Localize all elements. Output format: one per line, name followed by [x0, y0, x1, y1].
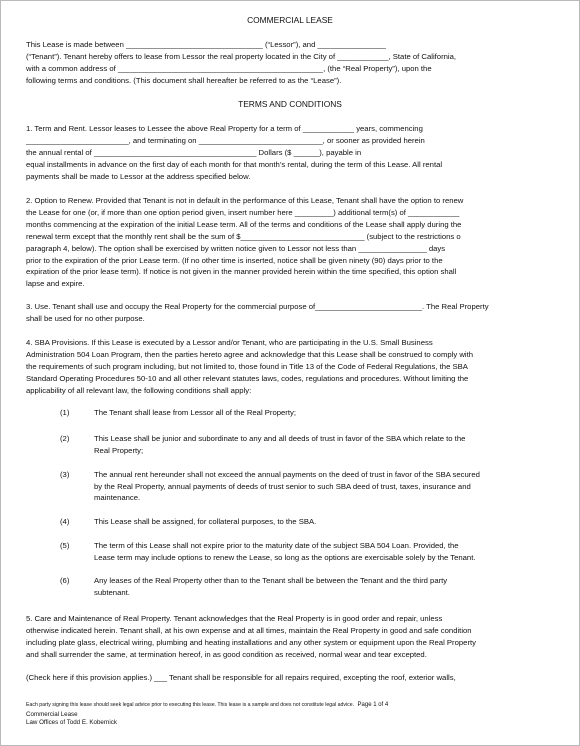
paragraph-line: 4. SBA Provisions. If this Lease is executed by a Lessor and/or Tenant, who are participating in the U.S. Small Business — [26, 338, 433, 347]
paragraph-line: equal installments in advance on the first day of each month for that month’s rental, during the term of this Lease. All rental — [26, 159, 443, 169]
list-item — [1, 469, 579, 505]
item-line: The annual rent hereunder shall not exceed the annual payments on the deed of trust in favor of the SBA secured — [94, 470, 480, 479]
item-text — [94, 469, 580, 504]
item-line: The Tenant shall lease from Lessor all of the Real Property; — [94, 408, 296, 417]
item-number: (4) — [60, 517, 70, 526]
list-item — [1, 433, 579, 457]
paragraph-line: Standard Operating Procedures 50-10 and all other relevant statutes laws, codes, regulations and procedures. Without limiting the — [26, 373, 469, 383]
page-number: Page 1 of 4 — [357, 702, 389, 708]
paragraph-care-and-maintenance — [26, 613, 580, 661]
item-number: (1) — [60, 408, 70, 417]
item-line: Any leases of the Real Property other than to the Tenant shall be between the Tenant and the third party — [94, 576, 448, 585]
item-number: (6) — [60, 576, 70, 585]
footer-disclaimer — [26, 702, 388, 708]
footer-note: Each party signing this lease should seek legal advice prior to executing this lease. This lease is a sample and does not constitute legal advice. — [26, 702, 355, 708]
list-item — [1, 575, 579, 599]
item-line: maintenance. — [94, 493, 141, 503]
item-line: subtenant. — [94, 587, 130, 597]
item-text — [94, 407, 580, 419]
paragraph-line: and shall surrender the same, at termination hereof, in as good condition as received, normal wear and tear excepted. — [26, 649, 427, 659]
section-heading: TERMS AND CONDITIONS — [238, 99, 342, 109]
paragraph-line: shall be used for no other purpose. — [26, 313, 145, 323]
paragraph-line: expiration of the prior lease term). If notice is not given in the manner provided herein within the time specified, this option shall — [26, 267, 457, 277]
intro-line: with a common address of ________________________________________________, (the “Real Property”), upon the — [26, 63, 432, 73]
paragraph-line: otherwise indicated herein. Tenant shall, at his own expense and at all times, maintain the Real Property in good and safe condition — [26, 625, 472, 635]
paragraph-line: 2. Option to Renew. Provided that Tenant is not in default in the performance of this Lease, Tenant shall have the option to renew — [26, 196, 464, 205]
footer-office: Law Offices of Todd E. Kobernick — [26, 719, 117, 726]
item-line: Real Property; — [94, 445, 144, 455]
item-text — [94, 516, 580, 528]
paragraph-line: months commencing at the expiration of the initial Lease term. All of the terms and conditions of the Lease shall apply during the — [26, 219, 462, 229]
item-text — [94, 575, 580, 598]
item-line: This Lease shall be assigned, for collateral purposes, to the SBA. — [94, 517, 317, 526]
list-item — [1, 407, 579, 419]
paragraph-use — [26, 301, 580, 325]
item-line: by the Real Property, annual payments of deeds of trust senior to such SBA deed of trust, taxes, insurance and — [94, 481, 471, 491]
document-title: COMMERCIAL LEASE — [247, 15, 333, 25]
item-line: Lease term may include options to renew the Lease, so long as the options are exercisable solely by the Tenant. — [94, 552, 476, 562]
paragraph-line: the requirements of such program including, but not limited to, those found in Title 13 of the Code of Federal Regulations, the SBA — [26, 361, 468, 371]
paragraph-option-to-renew — [26, 195, 580, 290]
paragraph-line: the Lease for one (or, if more than one option period given, insert number here _________) additional term(s) of ____________ — [26, 207, 460, 217]
paragraph-line: applicability of all relevant law, the following conditions shall apply: — [26, 385, 252, 395]
item-line: This Lease shall be junior and subordinate to any and all deeds of trust in favor of the SBA which relate to the — [94, 434, 466, 443]
intro-paragraph — [26, 39, 580, 87]
paragraph-line: Administration 504 Loan Program, then the parties hereto agree and acknowledge that this Lease shall be construed to comply with — [26, 349, 473, 359]
paragraph-repairs-provision — [26, 672, 580, 684]
item-text — [94, 540, 580, 563]
list-item — [1, 540, 579, 564]
paragraph-line: 3. Use. Tenant shall use and occupy the Real Property for the commercial purpose of_________________________. The Real Property — [26, 302, 489, 311]
intro-line: This Lease is made between ________________________________ (“Lessor”), and ________________ — [26, 40, 386, 49]
intro-line: (“Tenant”). Tenant hereby offers to lease from Lessor the real property located in the City of ____________, State of California, — [26, 51, 457, 61]
paragraph-line: the annual rental of ______________________________________ Dollars ($ ______), payable in — [26, 147, 362, 157]
footer-document-name: Commercial Lease — [26, 711, 78, 718]
paragraph-line: payments shall be made to Lessor at the address specified below. — [26, 171, 251, 181]
paragraph-line: (Check here if this provision applies.) ___ Tenant shall be responsible for all repairs required, excepting the roof, exterior walls, — [26, 673, 456, 682]
paragraph-line: 1. Term and Rent. Lessor leases to Lessee the above Real Property for a term of ____________ years, commencing — [26, 124, 423, 133]
list-item — [1, 516, 579, 528]
item-number: (2) — [60, 434, 70, 443]
paragraph-sba-provisions — [26, 337, 580, 397]
intro-line: following terms and conditions. (This document shall hereafter be referred to as the “Lease”). — [26, 75, 342, 85]
paragraph-term-and-rent — [26, 123, 580, 183]
paragraph-line: including plate glass, electrical wiring, plumbing and heating installations and any other system or equipment upon the Real Property — [26, 637, 476, 647]
paragraph-line: ________________________, and terminating on _____________________________, or sooner as provided herein — [26, 135, 425, 145]
item-number: (5) — [60, 541, 70, 550]
paragraph-line: paragraph 4, below). The option shall be exercised by written notice given to Lessor not less than ________________ days — [26, 243, 446, 253]
paragraph-line: lapse and expire. — [26, 279, 85, 289]
paragraph-line: prior to the expiration of the prior Lease term. (If no other time is inserted, notice shall be given ninety (90) days prior to the — [26, 255, 443, 265]
item-text — [94, 433, 580, 456]
item-number: (3) — [60, 470, 70, 479]
paragraph-line: renewal term except that the monthly rent shall be the sum of $_____________________________ (subject to the restrictions o — [26, 231, 461, 241]
item-line: The term of this Lease shall not expire prior to the maturity date of the subject SBA 504 Loan. Provided, the — [94, 541, 459, 550]
paragraph-line: 5. Care and Maintenance of Real Property. Tenant acknowledges that the Real Property is in good order and repair, unless — [26, 614, 443, 623]
